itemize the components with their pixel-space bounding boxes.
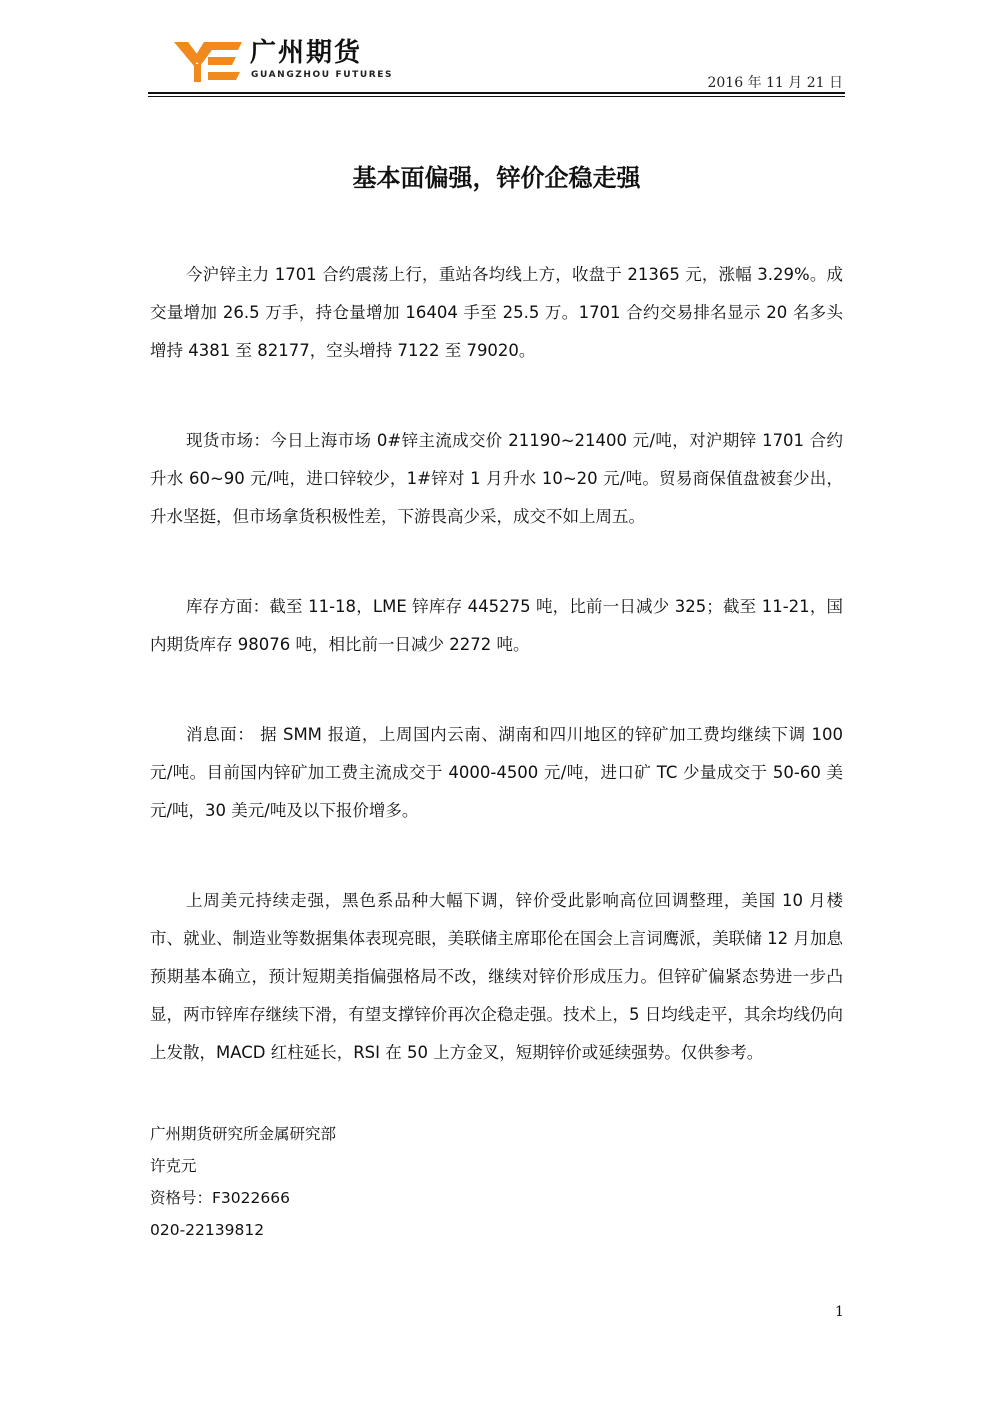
paragraph-inventory: 库存方面：截至 11-18，LME 锌库存 445275 吨，比前一日减少 325；截至 11-21，国内期货库存 98076 吨，相比前一日减少 2272 吨。 xyxy=(150,597,843,654)
paragraph-news: 消息面： 据 SMM 报道，上周国内云南、湖南和四川地区的锌矿加工费均继续下调 100 元/吨。目前国内锌矿加工费主流成交于 4000-4500 元/吨，进口矿 TC 少量成交于 50-60 美元/吨，30 美元/吨及以下报价增多。 xyxy=(150,725,843,820)
signature-author: 许克元 xyxy=(150,1157,197,1175)
company-name-cn: 广州期货 xyxy=(250,38,363,68)
paragraph-market: 今沪锌主力 1701 合约震荡上行，重站各均线上方，收盘于 21365 元，涨幅 3.29%。成交量增加 26.5 万手，持仓量增加 16404 手至 25.5 万。1701 合约交易排名显示 20 名多头增持 4381 至 82177，空头增持 7122 至 79020。 xyxy=(150,265,843,360)
signature-department: 广州期货研究所金属研究部 xyxy=(150,1125,337,1143)
paragraph-spot: 现货市场：今日上海市场 0#锌主流成交价 21190~21400 元/吨，对沪期锌 1701 合约升水 60~90 元/吨，进口锌较少，1#锌对 1 月升水 10~20 元/吨。贸易商保值盘被套少出，升水坚挺，但市场拿货积极性差，下游畏高少采，成交不如上周五。 xyxy=(150,431,843,526)
signature-phone: 020-22139812 xyxy=(150,1221,265,1239)
signature-block xyxy=(150,1118,336,1246)
report-date: 2016 年 11 月 21 日 xyxy=(707,75,843,91)
page-number: 1 xyxy=(835,1304,844,1320)
company-name-en: GUANGZHOU FUTURES xyxy=(251,70,394,80)
report-title: 基本面偏强，锌价企稳走强 xyxy=(352,164,641,192)
company-logo-icon xyxy=(174,40,244,84)
header-rule xyxy=(148,92,845,94)
paragraph-outlook: 上周美元持续走强，黑色系品种大幅下调，锌价受此影响高位回调整理，美国 10 月楼市、就业、制造业等数据集体表现亮眼，美联储主席耶伦在国会上言词鹰派，美联储 12 月加息预期基本确立，预计短期美指偏强格局不改，继续对锌价形成压力。但锌矿偏紧态势进一步凸显，两市锌库存继续下滑，有望支撑锌价再次企稳走强。技术上，5 日均线走平，其余均线仍向上发散，MACD 红柱延长，RSI 在 50 上方金叉，短期锌价或延续强势。仅供参考。 xyxy=(150,891,843,1062)
header-rule-thin xyxy=(148,96,845,97)
page-header xyxy=(148,28,845,94)
signature-qualification: 资格号：F3022666 xyxy=(150,1189,290,1207)
report-body xyxy=(150,256,843,1124)
